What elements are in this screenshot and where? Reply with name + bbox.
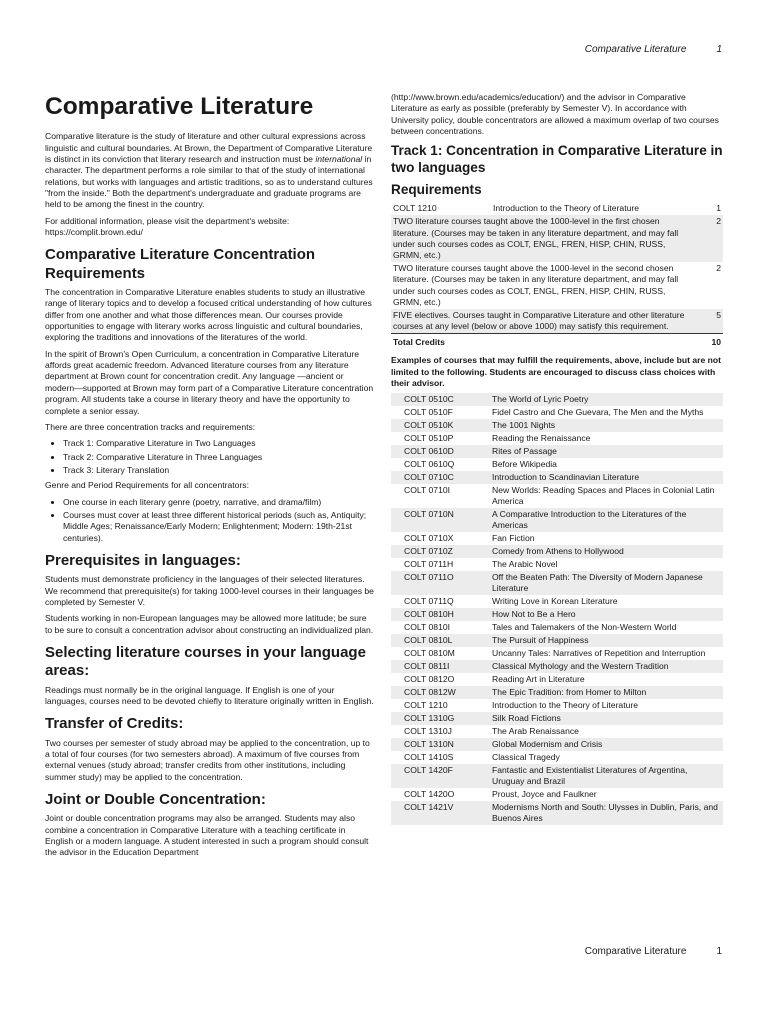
course-code: COLT 0510C	[391, 393, 490, 406]
table-row	[391, 595, 723, 608]
requirement-description: TWO literature courses taught above the 1000-level in the first chosen literature. (Courses may be taken in any literature department, and may fall under such courses codes as COLT, ENGL, FREN, HISP, CHIN, RUSS, GRMN, etc.)	[391, 215, 697, 262]
examples-heading: Examples of courses that may fulfill the requirements, above, include but are not limited to the following. Students are encouraged to discuss class choices with their advisor.	[391, 355, 721, 388]
table-row	[391, 673, 723, 686]
footer-page-number: 1	[716, 946, 722, 957]
table-row	[391, 738, 723, 751]
requirement-description: FIVE electives. Courses taught in Comparative Literature and other literature courses at any level (below or above 1000) may satisfy this requirement.	[391, 309, 697, 334]
course-title: Fantastic and Existentialist Literatures of Argentina, Uruguay and Brazil	[490, 764, 723, 788]
table-row	[391, 458, 723, 471]
list-item: • One course in each literary genre (poetry, narrative, and drama/film)	[63, 497, 375, 508]
intro-italic: international	[315, 154, 363, 165]
course-code: COLT 0810H	[391, 608, 490, 621]
course-title: Fidel Castro and Che Guevara, The Men and the Myths	[492, 406, 704, 417]
table-row	[391, 608, 723, 621]
table-row	[391, 406, 723, 419]
table-row	[391, 801, 723, 825]
running-footer	[585, 946, 722, 957]
selecting-paragraph: Readings must normally be in the original language. If English is one of your languages, courses need to be devoted chiefly to literature originally written in English.	[45, 684, 374, 706]
table-row	[391, 621, 723, 634]
table-row	[391, 634, 723, 647]
course-title: Comedy from Athens to Hollywood	[490, 545, 723, 558]
table-row	[391, 558, 723, 571]
footer-title: Comparative Literature	[584, 946, 687, 957]
table-row	[391, 393, 723, 406]
course-code: COLT 0710I	[404, 484, 451, 495]
course-code: COLT 0610Q	[404, 458, 455, 469]
course-code: COLT 0812W	[391, 686, 490, 699]
course-title: The Pursuit of Happiness	[490, 634, 723, 647]
left-column	[45, 92, 375, 864]
list-item: • Track 2: Comparative Literature in Three Languages	[63, 452, 375, 463]
course-code: COLT 1210	[404, 699, 448, 710]
track1-heading: Track 1: Concentration in Comparative Literature in two languages	[391, 143, 723, 175]
course-title: The 1001 Nights	[490, 419, 723, 432]
table-row	[391, 751, 723, 764]
course-title: How Not to Be a Hero	[490, 608, 723, 621]
total-label: Total Credits	[391, 334, 697, 350]
course-code: COLT 0510K	[391, 419, 490, 432]
requirement-code: COLT 1210	[393, 203, 437, 214]
requirements-table	[391, 202, 723, 349]
course-code: COLT 1420F	[391, 764, 490, 788]
total-value: 10	[697, 334, 723, 350]
table-row	[391, 471, 723, 484]
course-code: COLT 1310G	[391, 712, 490, 725]
concentration-paragraph-3: There are three concentration tracks and requirements:	[45, 421, 256, 432]
course-code: COLT 1310N	[391, 738, 490, 751]
table-row	[391, 712, 723, 725]
table-row	[391, 262, 723, 309]
course-code: COLT 0711H	[404, 558, 454, 569]
website-paragraph: For additional information, please visit the department's website: https://complit.brown.edu/	[45, 215, 290, 238]
intro-text-b: in character. The department performs a role similar to that of the study of international relations, but works with languages and artistic traditions, so as to understand cultures "from the inside." Both the department's undergraduate and graduate programs are held to be among the finest in the country.	[45, 154, 373, 210]
course-title: The Epic Tradition: from Homer to Milton	[490, 686, 723, 699]
course-title: The World of Lyric Poetry	[490, 393, 723, 406]
table-row	[391, 215, 723, 262]
course-title: Modernisms North and South: Ulysses in Dublin, Paris, and Buenos Aires	[490, 801, 723, 825]
table-row	[391, 545, 723, 558]
table-row	[391, 432, 723, 445]
prerequisites-paragraph-1: Students must demonstrate proficiency in the languages of their selected literatures. We recommend that prerequisite(s) for taking 1000-level courses in their languages be completed by Semester V.	[45, 574, 374, 607]
course-title: Reading the Renaissance	[492, 432, 591, 443]
course-title: Proust, Joyce and Faulkner	[492, 788, 597, 799]
genre-list	[45, 497, 375, 544]
course-code: COLT 0710N	[391, 508, 490, 532]
table-row	[391, 508, 723, 532]
course-title: Classical Mythology and the Western Tradition	[490, 660, 723, 673]
genre-intro: Genre and Period Requirements for all concentrators:	[45, 480, 249, 491]
course-title: Reading Art in Literature	[492, 673, 585, 684]
list-item: • Courses must cover at least three different historical periods (such as, Antiquity; Middle Ages; Renaissance/Early Modern; Enlightenment; Modern: 19th-21st centuries).	[63, 510, 375, 544]
table-row	[391, 571, 723, 595]
table-row	[391, 309, 723, 334]
course-code: COLT 0811I	[391, 660, 490, 673]
table-row	[391, 484, 723, 508]
table-row	[391, 532, 723, 545]
concentration-paragraph-1: The concentration in Comparative Literature enables students to study an illustrative range of literary topics and to develop a focused critical understanding of how cultures differ from one another and what those differences mean. Our courses provide opportunities to engage with literary works across linguistic and cultural boundaries, exploring the traditions and innovations of the literatures of the world.	[45, 287, 372, 343]
continued-paragraph: (http://www.brown.edu/academics/education/) and the advisor in Comparative Literature as early as possible (preferably by Semester V). In accordance with University policy, double concentrators are allowed a maximum overlap of two courses between concentrations.	[391, 92, 719, 137]
course-code: COLT 1310J	[404, 725, 452, 736]
prerequisites-heading: Prerequisites in languages:	[45, 551, 241, 569]
joint-heading: Joint or Double Concentration:	[45, 790, 266, 808]
transfer-heading: Transfer of Credits:	[45, 715, 184, 733]
course-title: Classical Tragedy	[492, 751, 560, 762]
running-header	[585, 44, 722, 55]
list-item: • Track 1: Comparative Literature in Two Languages	[63, 438, 375, 449]
concentration-heading: Comparative Literature Concentration Requirements	[45, 246, 316, 282]
table-row	[391, 686, 723, 699]
page-title: Comparative Literature	[45, 93, 314, 120]
course-title: Before Wikipedia	[492, 458, 557, 469]
course-title: Rites of Passage	[490, 445, 723, 458]
requirement-hours: 2	[697, 215, 723, 262]
table-row	[391, 419, 723, 432]
course-title: Fan Fiction	[492, 532, 535, 543]
course-code: COLT 0812O	[404, 673, 455, 684]
course-title: Introduction to the Theory of Literature	[492, 699, 639, 710]
total-row	[391, 334, 723, 350]
course-title: New Worlds: Reading Spaces and Places in Colonial Latin America	[492, 484, 715, 506]
course-code: COLT 0710Z	[391, 545, 490, 558]
table-row	[391, 660, 723, 673]
joint-paragraph: Joint or double concentration programs may also be arranged. Students may also combine a concentration in Comparative Literature with a teaching certificate in English or a modern language. A student interested in such a program should consult the advisor in the Education Department	[45, 813, 369, 858]
course-code: COLT 0710X	[404, 532, 454, 543]
course-title: A Comparative Introduction to the Literatures of the Americas	[490, 508, 723, 532]
intro-text-a: Comparative literature is the study of literature and other cultural expressions across linguistic and cultural boundaries. At Brown, the Department of Comparative Literature is distinct in its conviction that literary research and instruction must be	[45, 131, 373, 165]
header-page-number: 1	[716, 44, 722, 55]
course-title: Silk Road Fictions	[490, 712, 723, 725]
course-code: COLT 0711O	[391, 571, 490, 595]
course-code: COLT 0610D	[391, 445, 490, 458]
course-title: Introduction to Scandinavian Literature	[490, 471, 723, 484]
course-title: The Arab Renaissance	[492, 725, 579, 736]
course-title: Writing Love in Korean Literature	[492, 595, 618, 606]
course-code: COLT 1421V	[391, 801, 490, 825]
table-row	[391, 764, 723, 788]
course-title: Tales and Talemakers of the Non-Western World	[492, 621, 677, 632]
right-column	[391, 92, 723, 825]
course-code: COLT 0510P	[404, 432, 454, 443]
course-code: COLT 0710C	[391, 471, 490, 484]
course-title: Global Modernism and Crisis	[490, 738, 723, 751]
table-row	[391, 445, 723, 458]
course-title: Uncanny Tales: Narratives of Repetition and Interruption	[492, 647, 706, 658]
list-item: • Track 3: Literary Translation	[63, 465, 375, 476]
requirement-description: Introduction to the Theory of Literature	[493, 203, 640, 214]
header-title: Comparative Literature	[584, 44, 687, 55]
prerequisites-paragraph-2: Students working in non-European languages may be allowed more latitude; be sure to be sure to consult a concentration advisor about constructing an individualized plan.	[45, 613, 374, 635]
requirement-hours: 5	[697, 309, 723, 334]
course-code: COLT 0510F	[404, 406, 453, 417]
requirement-hours: 1	[716, 203, 721, 214]
table-row	[391, 725, 723, 738]
course-code: COLT 0810I	[404, 621, 451, 632]
table-row	[391, 788, 723, 801]
courses-table	[391, 393, 723, 825]
concentration-paragraph-2: In the spirit of Brown's Open Curriculum, a concentration in Comparative Literature affords great academic freedom. Advanced literature courses from any literature department at Brown count for concentration credit. Any language —ancient or modern—supported at Brown may form part of a Comparative Literature concentration program. All students take a course in literary theory and have the opportunity to complete a senior essay.	[45, 348, 374, 416]
course-code: COLT 1410S	[404, 751, 454, 762]
requirement-description: TWO literature courses taught above the 1000-level in the second chosen literature. (Courses may be taken in any literature department, and may fall under such courses codes as COLT, ENGL, FREN, HISP, CHIN, RUSS, GRMN, etc.)	[393, 263, 679, 307]
table-row	[391, 202, 723, 215]
requirement-hours: 2	[716, 263, 721, 274]
course-code: COLT 0810L	[391, 634, 490, 647]
course-code: COLT 0810M	[404, 647, 455, 658]
intro-paragraph	[45, 131, 375, 210]
course-title: The Arabic Novel	[492, 558, 558, 569]
course-code: COLT 1420O	[404, 788, 455, 799]
requirements-heading: Requirements	[391, 182, 482, 197]
tracks-list	[45, 438, 375, 476]
transfer-paragraph: Two courses per semester of study abroad may be applied to the concentration, up to a total of four courses (for two semesters abroad). A maximum of five courses from external venues (study abroad; transfer credits from other institutions, including summer study) may be applied to the concentration.	[45, 737, 370, 782]
table-row	[391, 647, 723, 660]
course-title: Off the Beaten Path: The Diversity of Modern Japanese Literature	[490, 571, 723, 595]
course-code: COLT 0711Q	[404, 595, 454, 606]
selecting-heading: Selecting literature courses in your language areas:	[45, 643, 366, 680]
table-row	[391, 699, 723, 712]
